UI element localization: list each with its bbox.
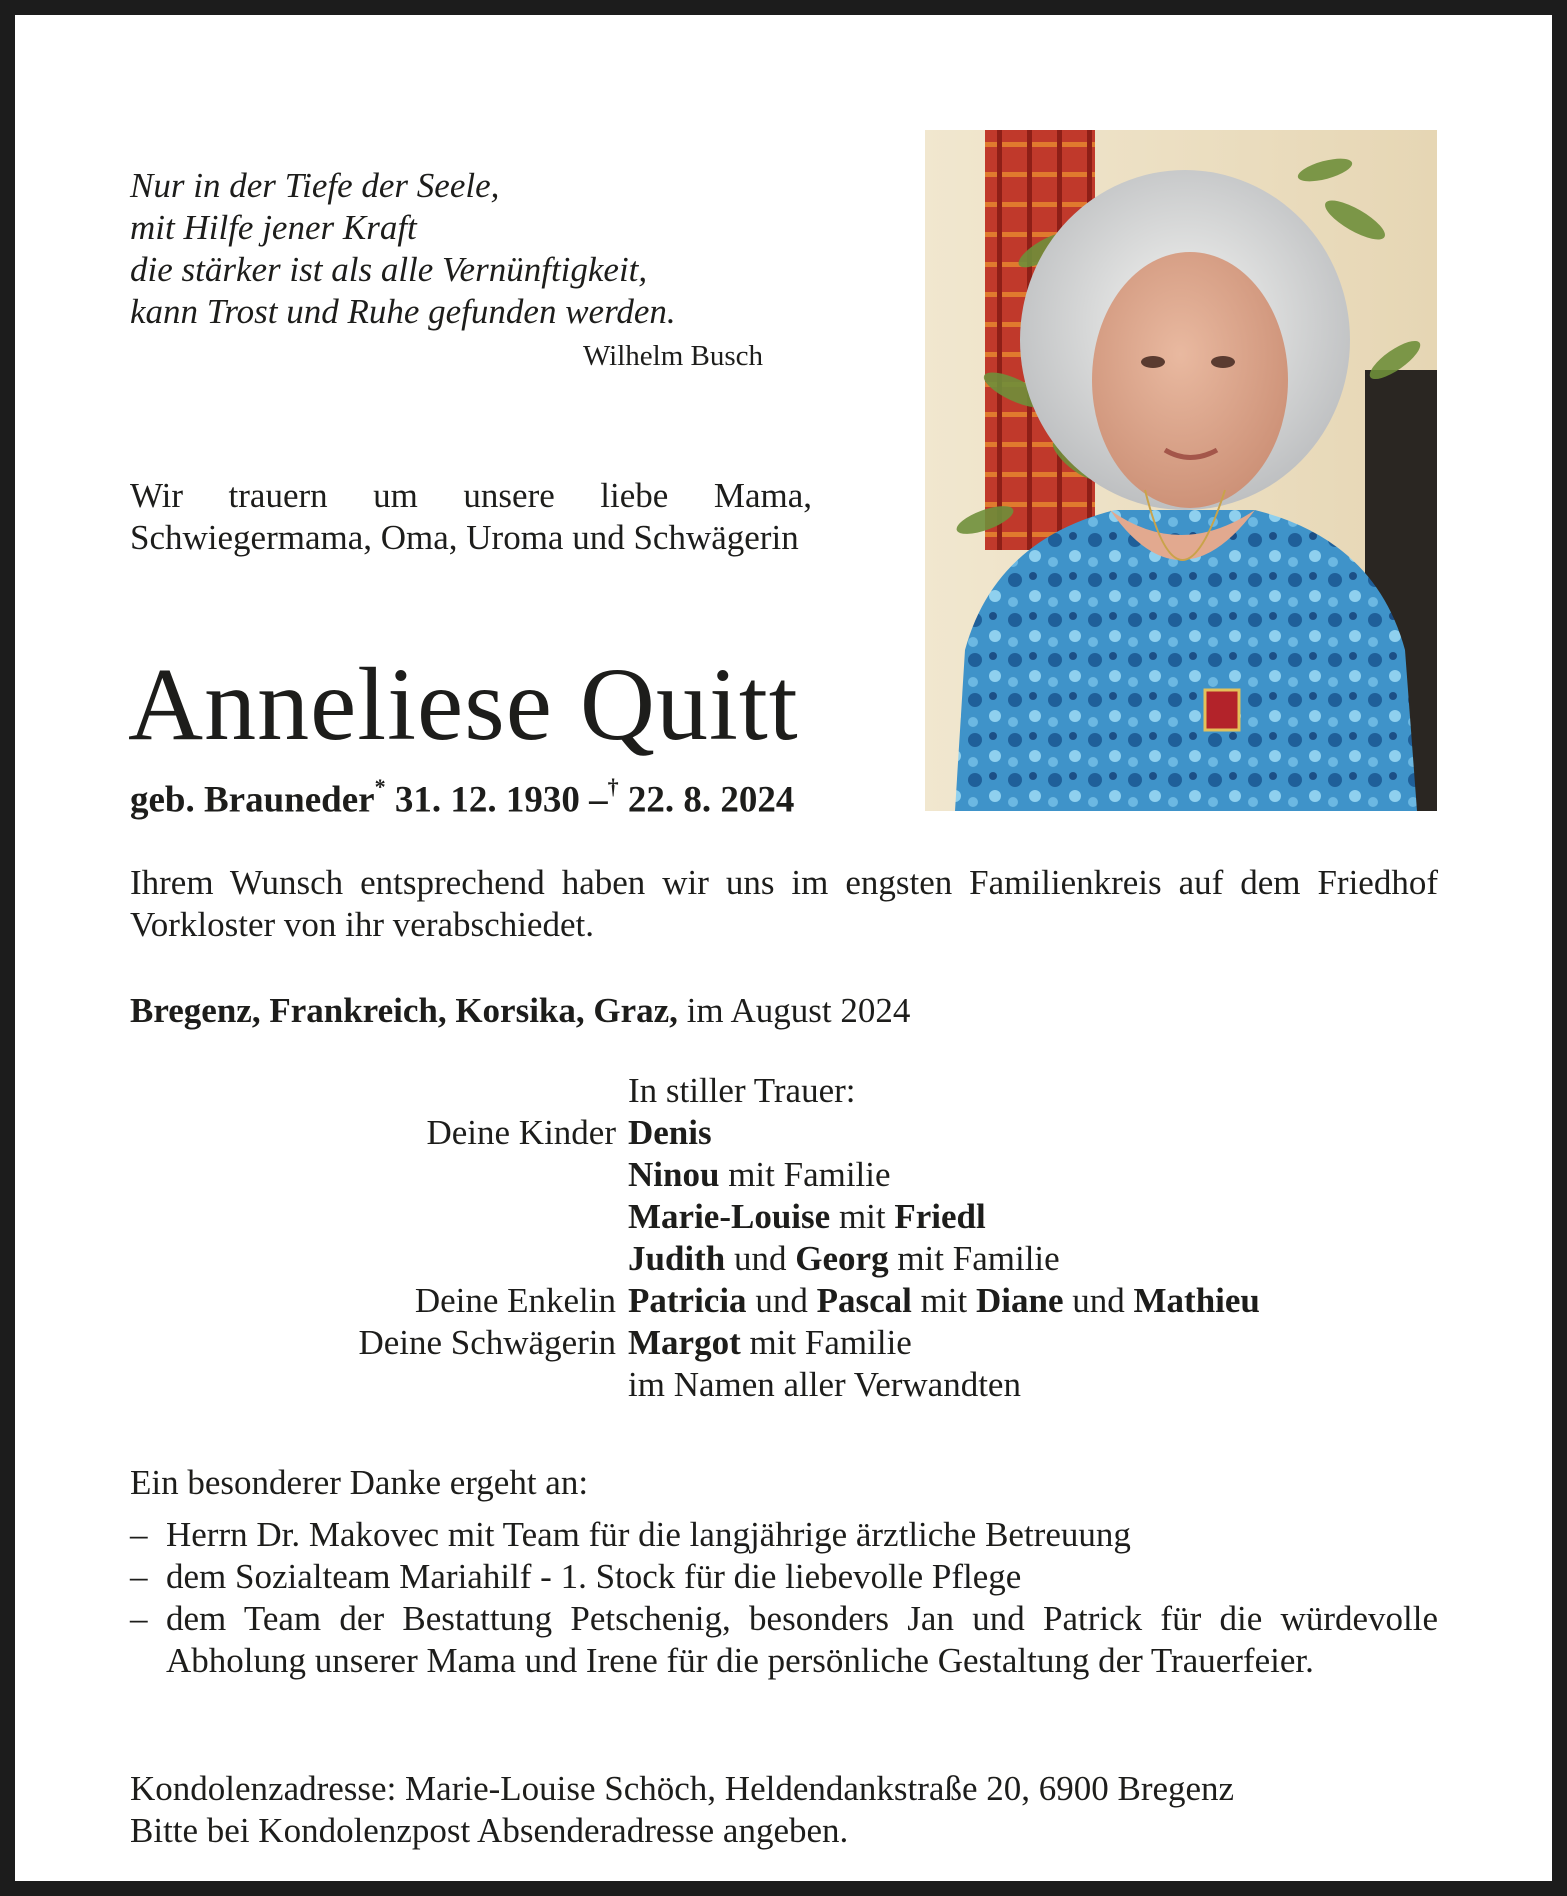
- mourner-name: Mathieu: [1133, 1281, 1260, 1320]
- intro-text: Wir trauern um unsere liebe Mama, Schwiegermama, Oma, Uroma und Schwägerin: [130, 476, 812, 557]
- condolence-address: Kondolenzadresse: Marie-Louise Schöch, Heldendankstraße 20, 6900 Bregenz: [130, 1769, 1235, 1808]
- mourner-row: [130, 1280, 1440, 1322]
- mourner-connector: und: [1063, 1281, 1134, 1320]
- mourner-names: [628, 1154, 1440, 1196]
- birth-name: geb. Brauneder: [130, 779, 375, 821]
- mourner-name: Pascal: [816, 1281, 912, 1320]
- condolence-block: [130, 1768, 1438, 1852]
- list-item: [130, 1598, 1438, 1682]
- mourner-relation-label: [130, 1364, 628, 1406]
- mourner-name: Denis: [628, 1113, 712, 1152]
- mourner-connector: und: [746, 1281, 817, 1320]
- mourner-relation-label: [130, 1196, 628, 1238]
- thanks-heading: Ein besonderer Danke ergeht an:: [130, 1463, 589, 1502]
- date-separator: –: [589, 779, 608, 821]
- quote-line: kann Trost und Ruhe gefunden werden.: [130, 292, 676, 331]
- portrait-photo: [925, 130, 1437, 811]
- mourner-name: Marie-Louise: [628, 1197, 831, 1236]
- mourner-connector: mit Familie: [740, 1323, 912, 1362]
- farewell-message: Ihrem Wunsch entsprechend haben wir uns im engsten Familienkreis auf dem Friedhof Vorkloster von ihr verabschiedet.: [130, 863, 1438, 944]
- mourner-row: [130, 1364, 1440, 1406]
- mourner-names: [628, 1112, 1440, 1154]
- quote-line: die stärker ist als alle Vernünftigkeit,: [130, 250, 648, 289]
- mourner-connector: mit: [830, 1197, 895, 1236]
- birth-symbol: *: [374, 774, 386, 799]
- places: Bregenz, Frankreich, Korsika, Graz,: [130, 991, 678, 1030]
- mourner-row: [130, 1322, 1440, 1364]
- mourner-relation-label: Deine Schwägerin: [358, 1323, 616, 1362]
- quote-author: Wilhelm Busch: [582, 340, 763, 372]
- mourners-block: [130, 1070, 1440, 1406]
- quote-line: mit Hilfe jener Kraft: [130, 208, 417, 247]
- list-item: [130, 1514, 1438, 1556]
- mourner-names: [628, 1196, 1440, 1238]
- announcement-date: im August 2024: [686, 991, 911, 1030]
- place-date: [130, 990, 1438, 1032]
- thanks-item-text: Herrn Dr. Makovec mit Team für die langjährige ärztliche Betreuung: [166, 1515, 1131, 1554]
- mourner-connector: mit Familie: [719, 1155, 891, 1194]
- dash-bullet: –: [130, 1515, 148, 1554]
- dash-bullet: –: [130, 1557, 148, 1596]
- birth-date: 31. 12. 1930: [394, 779, 580, 821]
- mourner-connector: mit: [911, 1281, 977, 1320]
- mourner-row: [130, 1154, 1440, 1196]
- mourner-name: Diane: [976, 1281, 1064, 1320]
- list-item: [130, 1556, 1438, 1598]
- mourner-connector: im Namen aller Verwandten: [628, 1365, 1021, 1404]
- mourner-connector: mit Familie: [888, 1239, 1060, 1278]
- quote: [130, 165, 770, 333]
- mourner-names: [628, 1322, 1440, 1364]
- mourners-heading-row: [130, 1070, 1440, 1112]
- mourner-row: [130, 1238, 1440, 1280]
- mourners-heading: In stiller Trauer:: [628, 1071, 856, 1110]
- mourner-connector: und: [725, 1239, 796, 1278]
- mourner-relation-label: [130, 1154, 628, 1196]
- life-dates: [130, 774, 795, 821]
- mourner-name: Friedl: [894, 1197, 986, 1236]
- mourner-name: Ninou: [628, 1155, 720, 1194]
- quote-line: Nur in der Tiefe der Seele,: [130, 166, 500, 205]
- mourner-row: [130, 1112, 1440, 1154]
- mourner-relation-label: Deine Enkelin: [414, 1281, 616, 1320]
- mourner-name: Judith: [628, 1239, 726, 1278]
- mourner-relation-label: Deine Kinder: [426, 1113, 616, 1152]
- mourner-name: Georg: [795, 1239, 889, 1278]
- death-date: 22. 8. 2024: [627, 779, 795, 821]
- mourner-name: Patricia: [628, 1281, 747, 1320]
- dash-bullet: –: [130, 1599, 148, 1638]
- thanks-item-text: dem Sozialteam Mariahilf - 1. Stock für die liebevolle Pflege: [166, 1557, 1022, 1596]
- deceased-name: Anneliese Quitt: [128, 647, 799, 762]
- mourner-names: [628, 1280, 1440, 1322]
- mourner-relation-label: [130, 1238, 628, 1280]
- mourner-name: Margot: [628, 1323, 741, 1362]
- thanks-item-text: dem Team der Bestattung Petschenig, besonders Jan und Patrick für die würdevolle Abholung unserer Mama und Irene für die persönliche Gestaltung der Trauerfeier.: [166, 1599, 1438, 1680]
- mourner-names: [628, 1364, 1440, 1406]
- thanks-list: [130, 1514, 1438, 1682]
- death-symbol: †: [607, 774, 619, 799]
- mourner-row: [130, 1196, 1440, 1238]
- condolence-note: Bitte bei Kondolenzpost Absenderadresse angeben.: [130, 1811, 849, 1850]
- mourner-names: [628, 1238, 1440, 1280]
